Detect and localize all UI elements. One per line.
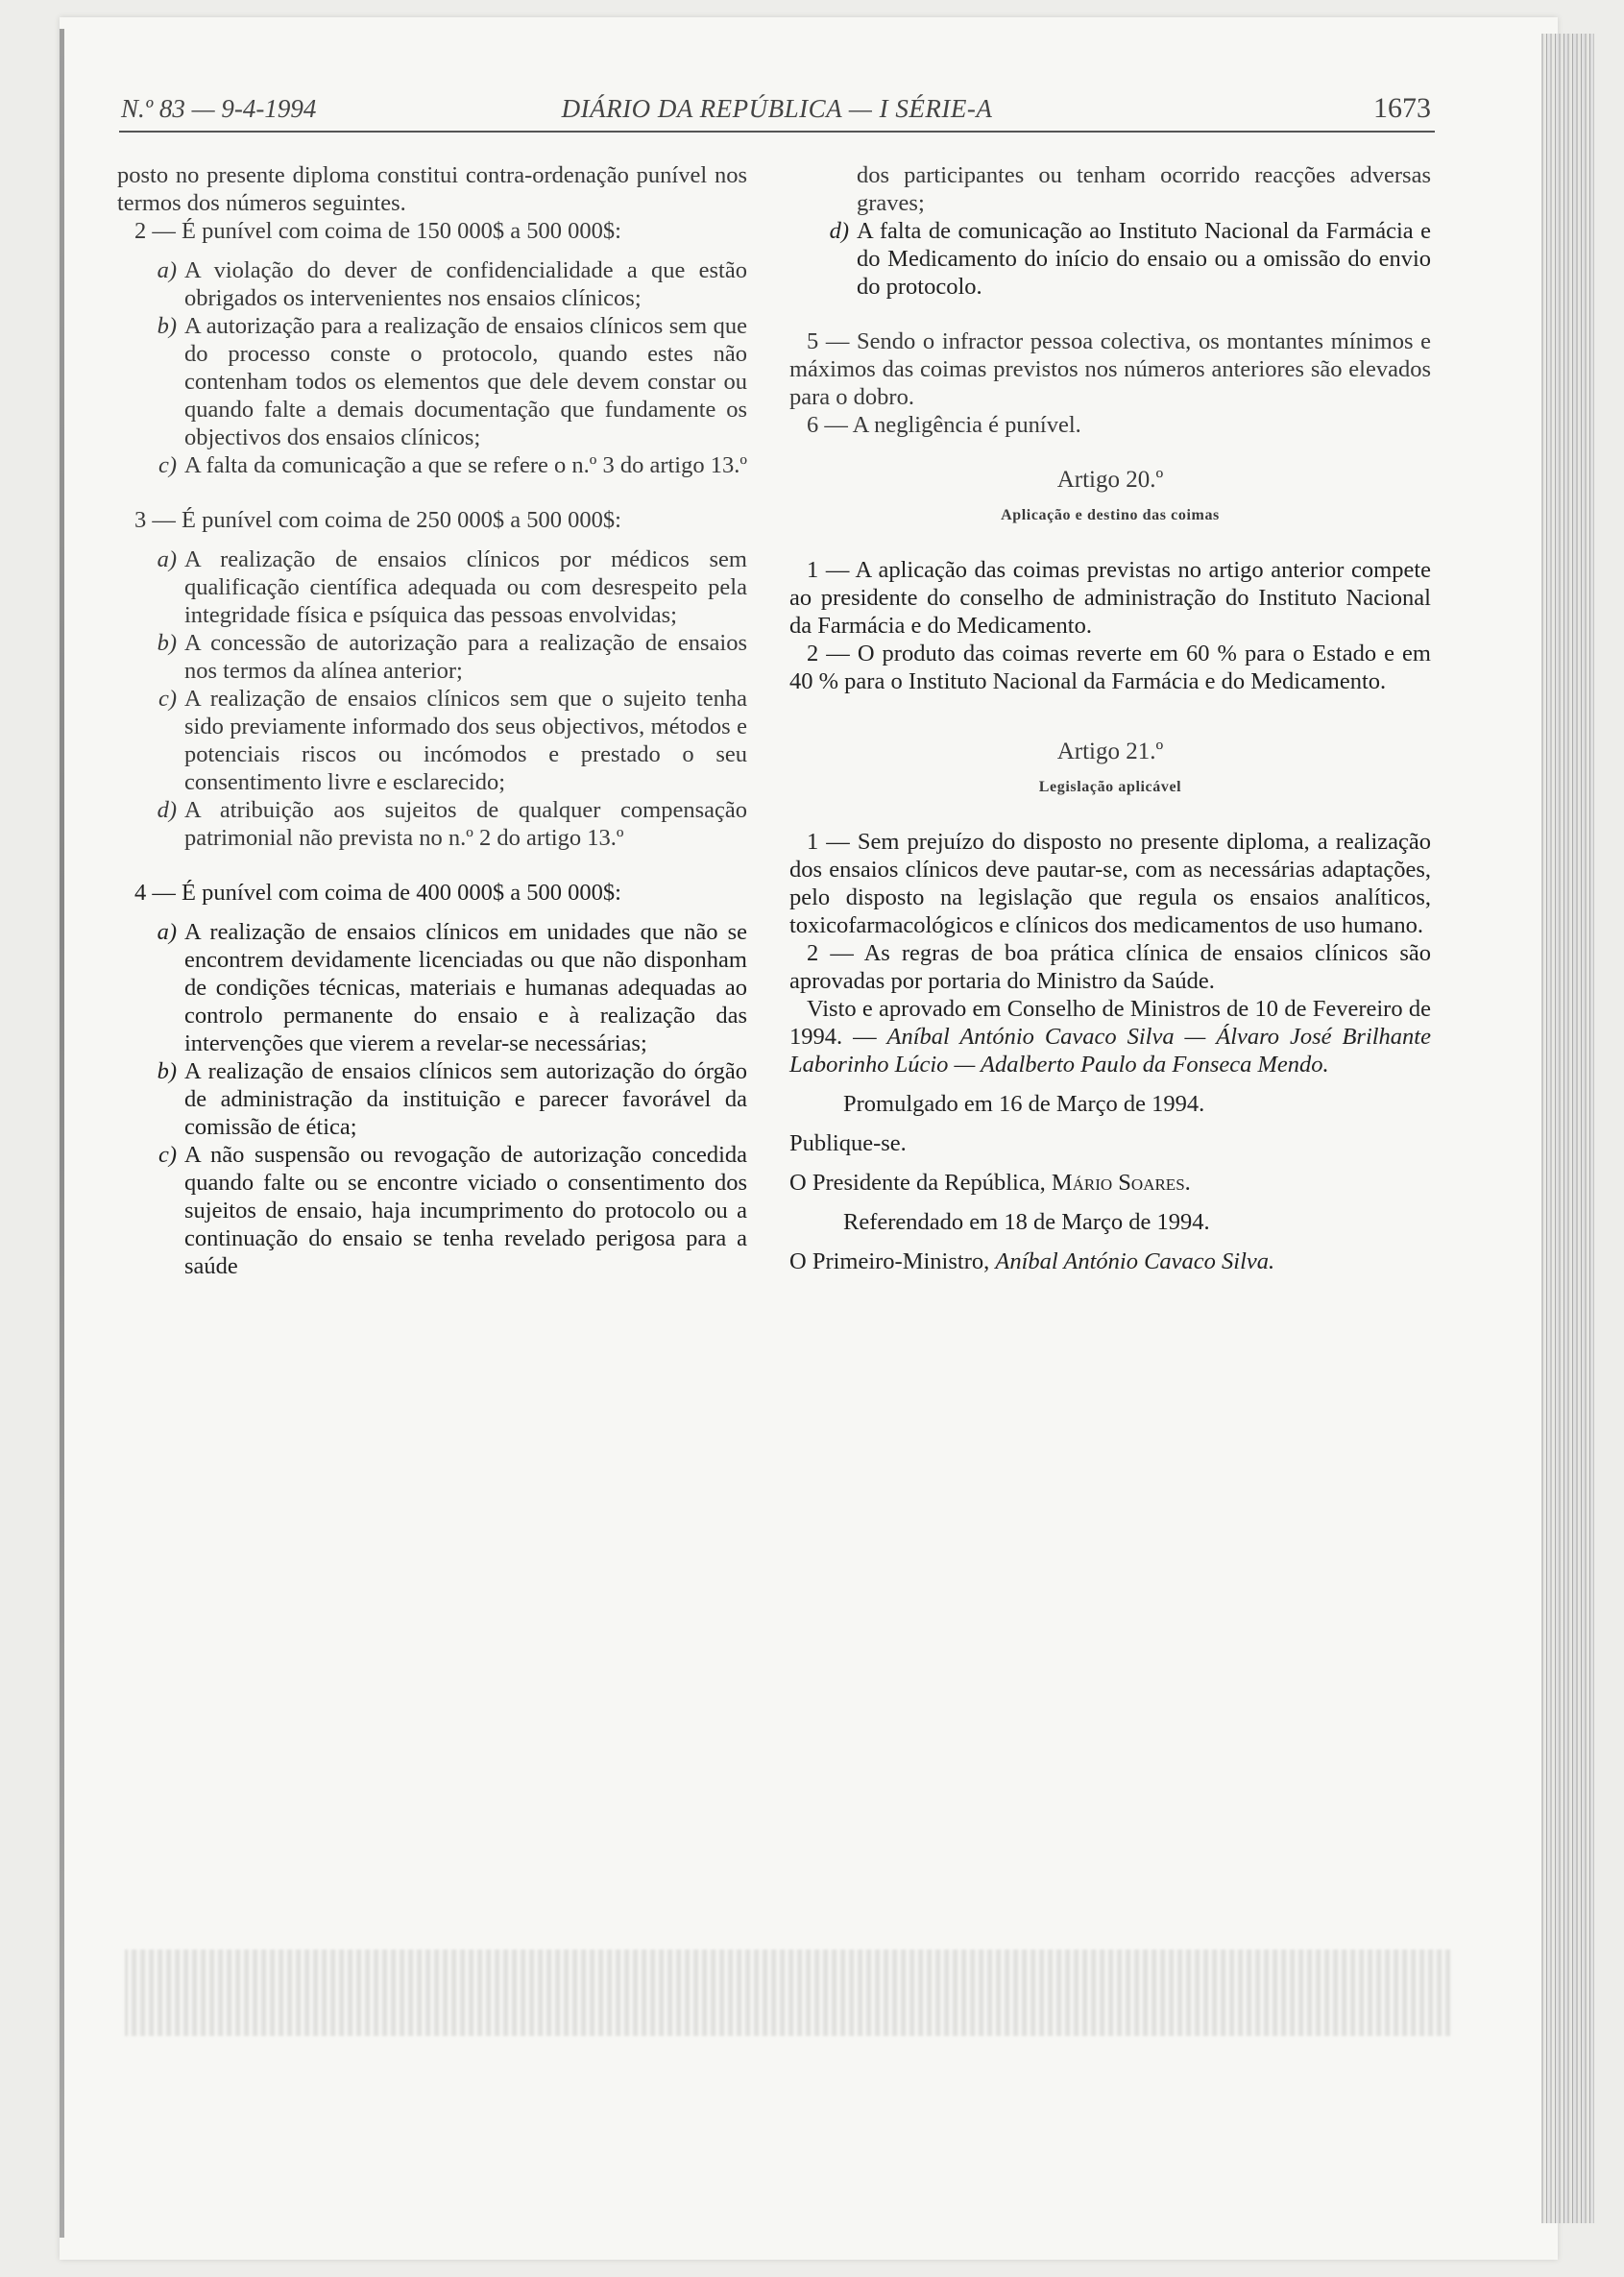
item-text: A não suspensão ou revogação de autorização concedida quando falte ou se encontre viciado o consentimento dos sujeitos de ensaio, haja incumprimento do protocolo ou a continuação do ensaio se tenha revelado perigosa para a saúde [184,1142,747,1279]
item-text: A realização de ensaios clínicos por médicos sem qualificação científica adequada ou com desrespeito pela integridade física e psíquica das pessoas envolvidas; [184,546,747,628]
list-item [117,629,747,685]
item-text: A realização de ensaios clínicos sem que o sujeito tenha sido previamente informado dos seus objectivos, métodos e potenciais riscos ou incómodos e prestado o seu consentimento livre e esclarecido; [184,686,747,795]
list-item [789,217,1431,301]
item-label: b) [157,630,177,656]
item-text: A autorização para a realização de ensaios clínicos sem que do processo conste o protocolo, quando estes não contenham todos os elementos que dele devem constar ou quando falte a demais documentação que fundamente os objectivos dos ensaios clínicos; [184,313,747,450]
page-header [119,88,1435,133]
referendum-line: Referendado em 18 de Março de 1994. [843,1209,1210,1235]
list-item [117,918,747,1057]
president-line [789,1169,1431,1197]
item-label: c) [158,1142,177,1168]
list-item [117,685,747,796]
scan-artifact-band [125,1950,1450,2036]
publish-line: Publique-se. [789,1130,907,1156]
item-text: A realização de ensaios clínicos sem autorização do órgão de administração da instituição e parecer favorável da comissão de ética; [184,1058,747,1140]
item-text: A realização de ensaios clínicos em unidades que não se encontrem devidamente licenciadas ou que não disponham de condições técnicas, materiais e humanas adequadas ao controlo permanente do ensaio e à realização das intervenções que vierem a revelar-se necessárias; [184,919,747,1056]
item-label: d) [157,797,177,823]
article-20-paragraph-1: 1 — A aplicação das coimas previstas no artigo anterior compete ao presidente do conselho de administração do Instituto Nacional da Farmácia e do Medicamento. [789,557,1431,639]
item-text: A atribuição aos sujeitos de qualquer compensação patrimonial não prevista no n.º 2 do artigo 13.º [184,797,747,851]
item-label: b) [157,313,177,339]
paragraph-6: 6 — A negligência é punível. [807,412,1081,438]
president-name: Mário Soares. [1051,1170,1191,1196]
item-label: a) [157,257,177,283]
item-label: c) [158,452,177,478]
item-text: A concessão de autorização para a realização de ensaios nos termos da alínea anterior; [184,630,747,684]
article-21-title: Artigo 21.º [1056,739,1164,764]
issue-number: N.º 83 — 9-4-1994 [121,94,317,123]
pm-name: Aníbal António Cavaco Silva. [995,1248,1275,1274]
item-label: a) [157,546,177,572]
continuation-text: dos participantes ou tenham ocorrido reacções adversas graves; [857,162,1431,216]
article-21-paragraph-2: 2 — As regras de boa prática clínica de ensaios clínicos são aprovadas por portaria do Ministro da Saúde. [789,940,1431,994]
item-text: A falta da comunicação a que se refere o n.º 3 do artigo 13.º [184,452,747,478]
intro-paragraph: posto no presente diploma constitui contra-ordenação punível nos termos dos números seguintes. [117,162,747,216]
article-20-title: Artigo 20.º [1056,467,1164,493]
list-item [117,256,747,312]
item-label: b) [157,1058,177,1084]
paragraph-2: 2 — É punível com coima de 150 000$ a 500 000$: [134,218,621,244]
article-21-paragraph-1: 1 — Sem prejuízo do disposto no presente diploma, a realização dos ensaios clínicos deve pautar-se, com as necessárias adaptações, pelo disposto na legislação que regula os ensaios analíticos, toxicofarmacológicos e clínicos dos medicamentos de uso humano. [789,829,1431,938]
list-item [117,1057,747,1141]
item-text: A falta de comunicação ao Instituto Nacional da Farmácia e do Medicamento do início do ensaio ou a omissão do envio do protocolo. [857,218,1431,300]
list-item [117,796,747,852]
journal-title: DIÁRIO DA REPÚBLICA — I SÉRIE-A [561,94,993,123]
list-item [117,451,747,479]
article-20-subtitle: Aplicação e destino das coimas [1001,507,1220,523]
article-21-subtitle: Legislação aplicável [1038,779,1182,795]
scan-edge-left [60,29,64,2238]
article-20-paragraph-2: 2 — O produto das coimas reverte em 60 % para o Estado e em 40 % para o Instituto Nacional da Farmácia e do Medicamento. [789,641,1431,694]
list-item [117,545,747,629]
paragraph-4: 4 — É punível com coima de 400 000$ a 500 000$: [134,880,621,906]
list-item [117,1141,747,1280]
paragraph-3: 3 — É punível com coima de 250 000$ a 500 000$: [134,507,621,533]
right-column [789,161,1431,1275]
list-item [117,312,747,451]
approval-signers: Aníbal António Cavaco Silva — Álvaro José Brilhante Laborinho Lúcio — Adalberto Paulo da Fonseca Mendo. [789,1024,1431,1078]
item-label: a) [157,919,177,945]
prime-minister-line [789,1248,1431,1275]
president-prefix: O Presidente da República, [789,1170,1046,1196]
approval-text: Visto e aprovado em Conselho de Ministros de 10 de Fevereiro de 1994. — [789,996,1431,1050]
scan-edge-right [1541,34,1594,2223]
paragraph-5: 5 — Sendo o infractor pessoa colectiva, os montantes mínimos e máximos das coimas previstos nos números anteriores são elevados para o dobro. [789,328,1431,410]
page-number: 1673 [1373,92,1431,124]
pm-prefix: O Primeiro-Ministro, [789,1248,990,1274]
approval-paragraph [789,995,1431,1078]
item-label: c) [158,686,177,712]
item-label: d) [829,218,849,244]
left-column [117,161,747,1280]
item-text: A violação do dever de confidencialidade a que estão obrigados os intervenientes nos ensaios clínicos; [184,257,747,311]
promulgation-line: Promulgado em 16 de Março de 1994. [843,1091,1205,1117]
